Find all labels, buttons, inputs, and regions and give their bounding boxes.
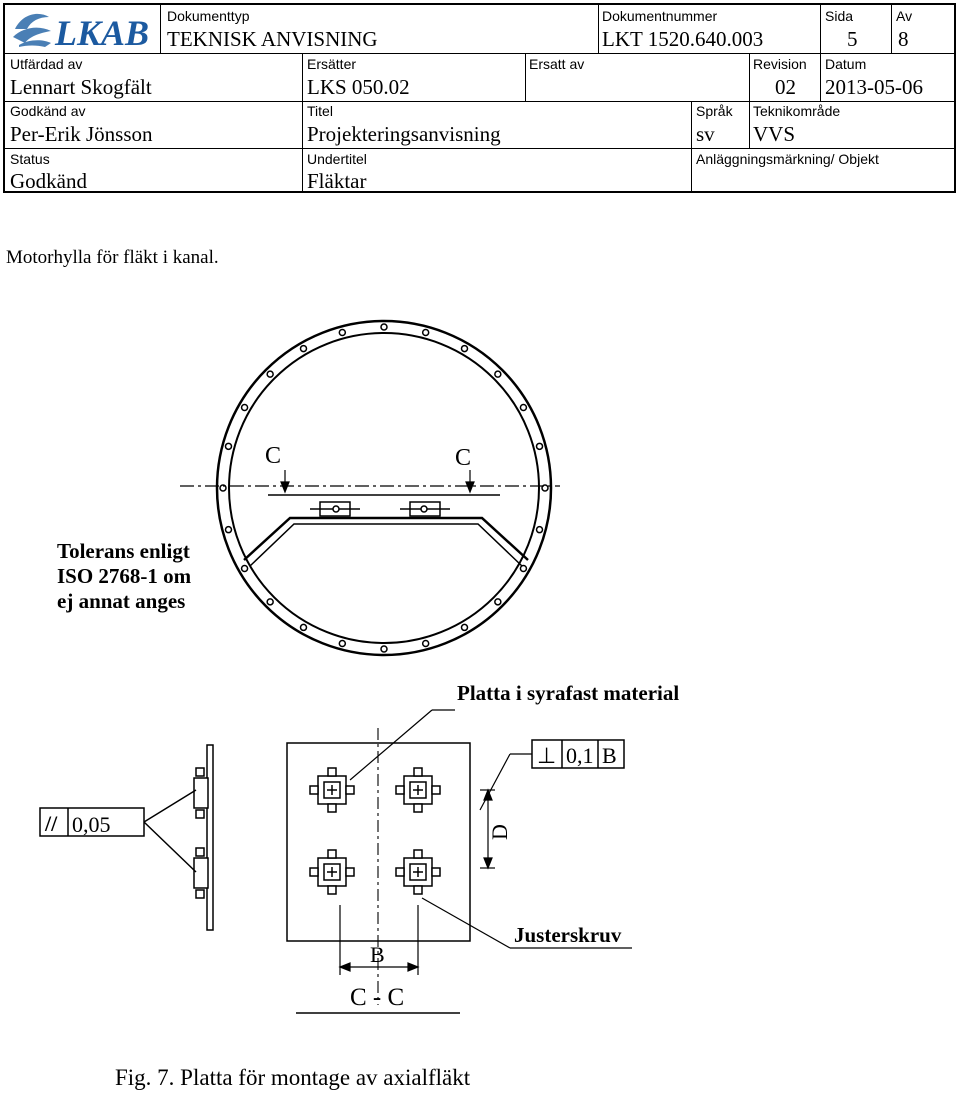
revision-label: Revision	[753, 56, 807, 72]
revision-value: 02	[775, 75, 796, 99]
plate-side-view	[194, 745, 213, 930]
date-value: 2013-05-06	[825, 75, 923, 99]
status-value: Godkänd	[10, 169, 87, 193]
issued-by-value: Lennart Skogfält	[10, 75, 152, 99]
date-label: Datum	[825, 56, 867, 72]
flange-bolt	[242, 566, 248, 572]
section-mark-left: C	[265, 443, 282, 469]
page-of-value: 8	[898, 27, 909, 51]
dimension-b: B	[370, 942, 385, 967]
title-label: Titel	[307, 103, 333, 119]
flange-bolt	[537, 443, 543, 449]
perpendicularity-value: 0,1	[566, 743, 594, 768]
duct-flange-bolts	[220, 324, 548, 652]
flange-bolt	[225, 443, 231, 449]
page-of-label: Av	[896, 8, 913, 24]
flange-bolt	[462, 346, 468, 352]
tolerance-note-line2: ISO 2768-1 om	[57, 564, 192, 588]
duct-outer-ring	[217, 321, 551, 655]
plate-material-label: Platta i syrafast material	[457, 681, 680, 705]
replaced-by-label: Ersatt av	[529, 56, 585, 72]
flange-bolt	[462, 624, 468, 630]
motor-bracket	[396, 850, 440, 894]
facility-label: Anläggningsmärkning/ Objekt	[696, 151, 879, 167]
doc-number-value: LKT 1520.640.003	[602, 27, 764, 51]
flange-bolt	[267, 371, 273, 377]
flange-bolt	[225, 527, 231, 533]
doc-type-label: Dokumenttyp	[167, 8, 250, 24]
subtitle-label: Undertitel	[307, 151, 367, 167]
flange-bolt	[520, 566, 526, 572]
motor-bracket	[396, 768, 440, 812]
flange-bolt	[495, 599, 501, 605]
approved-by-value: Per-Erik Jönsson	[10, 122, 153, 146]
flange-bolt	[495, 371, 501, 377]
technical-area-label: Teknikområde	[753, 103, 841, 119]
flange-bolt	[301, 624, 307, 630]
tolerance-note-line1: Tolerans enligt	[57, 539, 190, 563]
replaces-label: Ersätter	[307, 56, 357, 72]
tolerance-note-line3: ej annat anges	[57, 589, 186, 613]
technical-area-value: VVS	[753, 122, 796, 146]
dimension-d: D	[487, 824, 512, 840]
flange-bolt	[381, 324, 387, 330]
adjust-screw-label: Justerskruv	[514, 923, 622, 947]
perpendicularity-symbol: ⊥	[537, 743, 557, 768]
parallelism-symbol: //	[45, 811, 58, 836]
section-label: C - C	[350, 984, 405, 1011]
flange-bolt	[537, 527, 543, 533]
parallelism-value: 0,05	[72, 812, 111, 837]
flange-bolt	[423, 329, 429, 335]
language-value: sv	[696, 122, 715, 146]
shelf-brackets	[310, 502, 450, 516]
title-value: Projekteringsanvisning	[307, 122, 501, 146]
replaces-value: LKS 050.02	[307, 75, 410, 99]
flange-bolt	[423, 641, 429, 647]
motor-brackets	[310, 768, 440, 894]
flange-bolt	[339, 641, 345, 647]
approved-by-label: Godkänd av	[10, 103, 86, 119]
duct-inner-ring	[229, 333, 539, 643]
page-value: 5	[847, 27, 858, 51]
motor-bracket	[310, 850, 354, 894]
svg-text:LKAB: LKAB	[55, 13, 150, 51]
flange-bolt	[242, 405, 248, 411]
status-label: Status	[10, 151, 50, 167]
flange-bolt	[339, 329, 345, 335]
flange-bolt	[301, 346, 307, 352]
page-label: Sida	[825, 8, 854, 24]
perpendicularity-datum: B	[602, 743, 617, 768]
language-label: Språk	[696, 103, 733, 119]
intro-text: Motorhylla för fläkt i kanal.	[6, 247, 219, 268]
motor-shelf	[244, 518, 528, 566]
doc-type-value: TEKNISK ANVISNING	[167, 27, 378, 51]
doc-number-label: Dokumentnummer	[602, 8, 718, 24]
flange-bolt	[381, 646, 387, 652]
section-mark-right: C	[455, 445, 472, 471]
figure-caption: Fig. 7. Platta för montage av axialfläkt	[115, 1065, 471, 1090]
motor-bracket	[310, 768, 354, 812]
issued-by-label: Utfärdad av	[10, 56, 83, 72]
flange-bolt	[267, 599, 273, 605]
parallelism-frame	[40, 790, 196, 872]
flange-bolt	[520, 405, 526, 411]
subtitle-value: Fläktar	[307, 169, 367, 193]
